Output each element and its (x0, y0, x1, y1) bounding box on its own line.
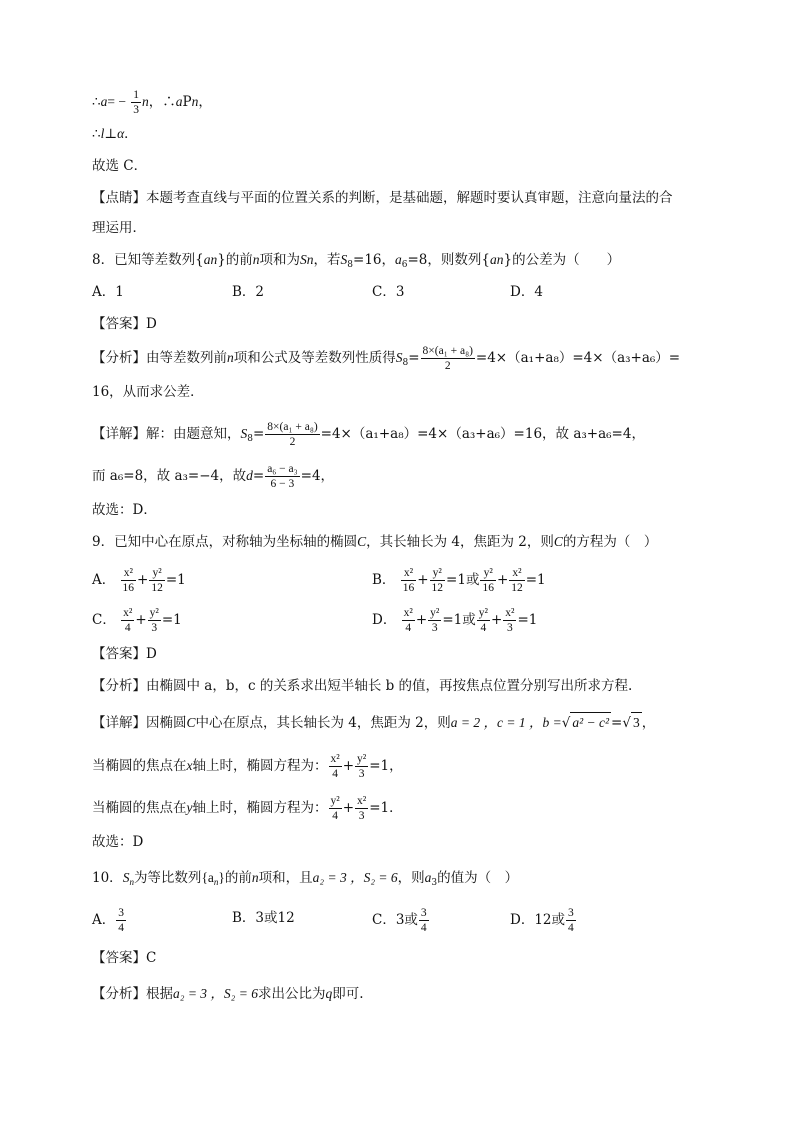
detail-line: 当椭圆的焦点在y轴上时，椭圆方程为： $\frac{\text{y²}}{4}$ + $\frac{\text{x²}}{3}$ =1． (92, 795, 403, 822)
fraction: $\frac{\text{8×(a₁ + a₈)}}{2}$ (422, 345, 473, 372)
answer-line: 故选：D (92, 834, 144, 850)
solution-line: ∴l⊥α． (92, 126, 138, 142)
question-8-stem: 8．已知等差数列{an}的前n项和为Sn，若$S_8=16$，$a_6=8$，则数列{an}的公差为（ ） (92, 252, 621, 270)
option-b: B．2 (232, 284, 265, 300)
analysis-line: 【分析】由椭圆中 a，b，c 的关系求出短半轴长 b 的值，再按焦点位置分别写出所求方程. (92, 678, 633, 694)
solution-line: ∴a= − $\frac{1}{3}$ n，∴aPn， (92, 89, 212, 116)
option-a: A． $\frac{3}{4}$ (92, 907, 124, 934)
option-c: C．3或 $\frac{3}{4}$ (372, 907, 427, 934)
comment-line: 【点睛】本题考查直线与平面的位置关系的判断，是基础题，解题时要认真审题，注意向量法的合 (92, 190, 673, 206)
option-a: A． $\frac{\text{x²}}{16}$ + $\frac{\text{y²}}{12}$ =1 (92, 567, 186, 594)
detail-line: 【详解】解：由题意知，$S_8=$ $\frac{\text{8×(a₁ + a₈)}}{2}$ =4×（a₁+a₈）=4×（a₃+a₆）=16，故 a₃+a₆=4， (92, 421, 645, 448)
answer-line: 故选 C． (92, 158, 148, 174)
fraction: $\frac{1}{3}$ (133, 89, 139, 116)
answer-line: 【答案】D (92, 646, 157, 662)
option-b: B．3或12 (232, 910, 295, 926)
option-c: C． $\frac{\text{x²}}{4}$ + $\frac{\text{y²}}{3}$ =1 (92, 607, 182, 634)
answer-line: 【答案】C (92, 950, 157, 966)
answer-line: 故选：D． (92, 502, 157, 518)
fraction: $\frac{\text{a₆ − a₃}}{6 - 3}$ (267, 463, 298, 490)
fraction: $\frac{\text{8×(a₁ + a₈)}}{2}$ (267, 421, 318, 448)
question-9-stem: 9．已知中心在原点，对称轴为坐标轴的椭圆C，其长轴长为 4，焦距为 2，则C的方程为（ ） (92, 534, 658, 550)
option-d: D．12或 $\frac{3}{4}$ (510, 907, 574, 934)
option-d: D．4 (510, 284, 543, 300)
option-c: C．3 (372, 284, 405, 300)
analysis-line: 16，从而求公差． (92, 384, 204, 400)
answer-line: 【答案】D (92, 316, 157, 332)
analysis-line: 【分析】由等差数列前n项和公式及等差数列性质得$S_8=$ $\frac{\text{8×(a₁ + a₈)}}{2}$ =4×（a₁+a₈）=4×（a₃+a₆）= (92, 345, 681, 372)
option-b: B． $\frac{\text{x²}}{16}$ + $\frac{\text{y²}}{12}$ =1或 $\frac{\text{y²}}{16}$ + $\frac{\text{x²}}{12}$ =1 (372, 567, 546, 594)
option-d: D． $\frac{\text{x²}}{4}$ + $\frac{\text{y²}}{3}$ =1或 $\frac{\text{y²}}{4}$ + $\frac{\text{x²}}{3}$ =1 (372, 607, 538, 634)
option-a: A．1 (92, 284, 124, 300)
detail-line: 而 a₆=8，故 a₃=−4，故d= $\frac{\text{a₆ − a₃}}{6 - 3}$ =4， (92, 463, 335, 490)
comment-line: 理运用． (92, 220, 146, 236)
question-10-stem: 10．$S_n$为等比数列$\{a_n\}$的前n项和，且a₂ = 3 ，S₂ = 6，则$a_3$的值为（ ） (92, 870, 519, 888)
detail-line: 当椭圆的焦点在x轴上时，椭圆方程为： $\frac{\text{x²}}{4}$ + $\frac{\text{y²}}{3}$ =1， (92, 753, 403, 780)
analysis-line: 【分析】根据a₂ = 3 ，S₂ = 6求出公比为q即可. (92, 986, 364, 1002)
detail-line: 【详解】因椭圆C中心在原点，其长轴长为 4，焦距为 2，则a = 2 ，c = 1 ，b =√ a² − c² =√ 3 ， (92, 712, 655, 733)
